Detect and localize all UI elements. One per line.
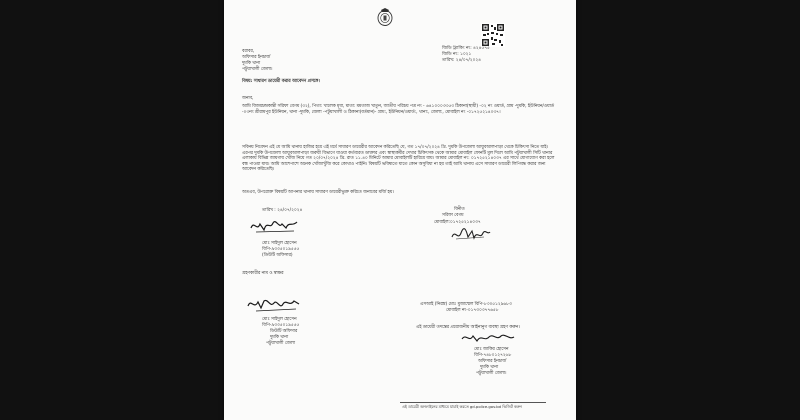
officer2-name: মোঃ সাইদুল হোসেন — [262, 317, 297, 322]
closing-paragraph: অতএব, উপরোক্ত বিষয়টি আপনার থানায় সাধারণ ডায়েরীভুক্ত করিতে জনাবের মর্জি হয়। — [242, 190, 394, 195]
officer1-bp: বিপি-৯৩৩৫০১৯৫৫৫ — [262, 247, 300, 252]
oc-name: মোঃ জাকির হোসেন — [474, 347, 509, 352]
officer1-role: (ডিউটি অফিসার) — [262, 253, 293, 258]
applicant-details-paragraph: আমি বিজয়চন্দ্রকান্তী সরিফা বেগম (৩২), পিতা: খালেক মৃধা, মাতা: মমতাজ খাতুন, জাতীয় পরিচয় পত্র নং - ৬৪১০০০৩৩৫৩ ঠিকানা(স্থায়ী) -০২ নং ওয়ার্ড, গ্রাম -দুমকি, ইউনিয়ন/ওয়ার্ড -০৩নং শ্রীরামপুর ইউনিয়ন, থানা -দুমকি, জেলা -পটুয়াখালী ও ঠিকানা(বর্তমান)- গ্রাম:, ইউনিয়ন/ওয়ার্ড:, থানা:, জেলা:, মোবাইল নং -০১৭২৫২১৪০৩৭। — [242, 104, 554, 115]
oc-district: পটুয়াখালী জেলা। — [476, 371, 507, 376]
officer2-role: ডিউটি অফিসার — [270, 329, 298, 334]
header-date: তারিখ: ২৪/০৭/২০২৪ — [442, 58, 481, 63]
officer2-district: পটুয়াখালী জেলা — [266, 341, 295, 346]
gd-tracking-number: জিডি ট্র্যাকিং নং: ৪২৪৫৭৫ — [442, 46, 490, 51]
body-paragraph: সবিনয় নিবেদন এই যে আমি থানায় হাজির হয়ে এই মর্মে সাধারণ ডায়েরীর আবেদন করিতেছি যে, গত ১৭/০৭/২০২৪ খ্রি. দুমকি উপজেলা আয়ুবআলপাড়া থেকে চিকিৎসা নিতে যাই। এরপর দুমকি উপজেলা আয়ুবআলপাড়া জরুরী বিভাগে যাওয়া কর্তব্যরত ডাক্তার এবং স্বাস্থ্যকর্মীর দেখার চিকিৎসক থেকে আমার মোবাইল ফোনটি মুল দিলে আমি পটুয়াখালী সিটি থানার এলাকায় বিভিন্ন জায়গায় খোঁজ নিয়ে গত ২০/০৭/২০২৪ খ্রি. রাত ১১.৪০ মিনিটে আমার মোবাইলটি হারিয়ে যায়। আমার মোবাইল নং: ০১৭২৫২১৪০৩৭ এর সাথে যোগাযোগ করা হলে বন্ধ পাওয়া যায়। আমি আশেপাশে অনেক খোঁজাখুঁজি করে কোথাও পাইনি। বিষয়টি ভবিষ্যতে যাতে কোন অসুবিধা না হয় তাই আমি থানায় এসে সাধারণ ডায়েরী লিপিবদ্ধ করার জন্য আবেদন করিতেছি। — [242, 145, 555, 173]
recipient-line: বরাবর, — [242, 49, 255, 54]
investigating-officer: এসআই (নিরস্ত্র) মোঃ মুজাম্মেল বিপি-৮৩০৫১২৯৬৮৩ — [420, 302, 512, 307]
officer2-signature-icon — [246, 294, 302, 316]
recipient-line: পটুয়াখালী জেলা। — [242, 67, 273, 72]
subject-line: বিষয়: সাধারণ ডায়েরী করার আবেদন প্রসঙ্গে। — [242, 79, 320, 84]
gd-number: জিডি নং: ১০২১ — [442, 52, 472, 57]
oc-station: দুমকি থানা — [480, 365, 499, 370]
document-page — [224, 0, 576, 420]
footer-divider — [400, 402, 546, 403]
oc-signature-icon — [460, 331, 516, 345]
oc-instruction: এই ডায়েরী তদন্তের প্রয়োজনীয় আইনানুগ ব্যবস্থা গ্রহণ করুন। — [416, 325, 520, 330]
officer2-station: দুমকি থানা — [270, 335, 289, 340]
investigating-officer-mobile: মোবাইল নং-০১৭৩০৩৭৭৬৫৮ — [446, 308, 499, 313]
oc-designation: অফিসার ইনচার্জ — [478, 359, 507, 364]
applicant-block-line: সরিফা বেগম — [442, 213, 464, 218]
applicant-block-line: মোবাইল:০১৭২৫২১৪০৩৭ — [434, 220, 481, 225]
oc-bp: বিপি-৭৪৮০১২৭২৬৮ — [474, 353, 512, 358]
salutation: জনাব, — [242, 96, 254, 101]
footer-note: এই ডায়েরী অনলাইনের মাধ্যমে যাচাই করতে gd.police.gov.bd ভিজিট করুন — [402, 404, 522, 409]
police-seal-icon — [376, 7, 394, 27]
officer2-bp: বিপি-৯৩৩৫০১৯৫৫৫ — [262, 323, 300, 328]
applicant-signature-icon — [450, 225, 492, 243]
officer-signature-icon — [248, 214, 300, 236]
recipient-line: দুমকি থানা — [242, 61, 261, 66]
qr-code-icon — [481, 23, 505, 47]
left-date: তারিখ : ২৪/০৭/২০২৪ — [262, 208, 303, 213]
recipient-line: অফিসার ইনচার্জ — [242, 55, 271, 60]
applicant-block-line: বিনীত — [454, 207, 465, 212]
received-by-label: গ্রহণকারীর নাম ও স্বাক্ষর — [242, 271, 284, 276]
officer1-name: মোঃ সাইদুল হোসেন — [262, 241, 297, 246]
